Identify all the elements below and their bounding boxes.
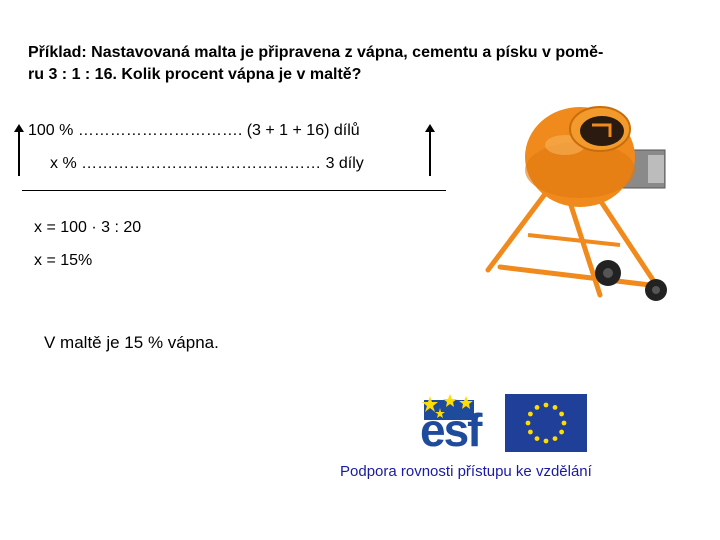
eu-flag-icon <box>505 394 587 452</box>
problem-line-1: Příklad: Nastavovaná malta je připravena z vápna, cementu a písku v pomě- <box>28 44 604 61</box>
divider <box>22 190 446 191</box>
left-arrow-line <box>18 130 20 176</box>
problem-line-2: ru 3 : 1 : 16. Kolik procent vápna je v maltě? <box>28 66 362 83</box>
cement-mixer-image <box>470 95 680 310</box>
answer-text: V maltě je 15 % vápna. <box>44 333 219 352</box>
support-caption: Podpora rovnosti přístupu ke vzdělání <box>340 463 592 480</box>
esf-logo <box>418 394 496 454</box>
proportion-row-2: x % ……………………………………… 3 díly <box>50 155 364 172</box>
proportion-row-1: 100 % …………………………. (3 + 1 + 16) dílů <box>28 122 360 139</box>
esf-logo-text: esf <box>420 404 481 456</box>
right-arrow-line <box>429 130 431 176</box>
calculation-line-2: x = 15% <box>34 252 93 269</box>
problem-statement <box>28 42 688 86</box>
calculation-line-1: x = 100 · 3 : 20 <box>34 219 142 236</box>
